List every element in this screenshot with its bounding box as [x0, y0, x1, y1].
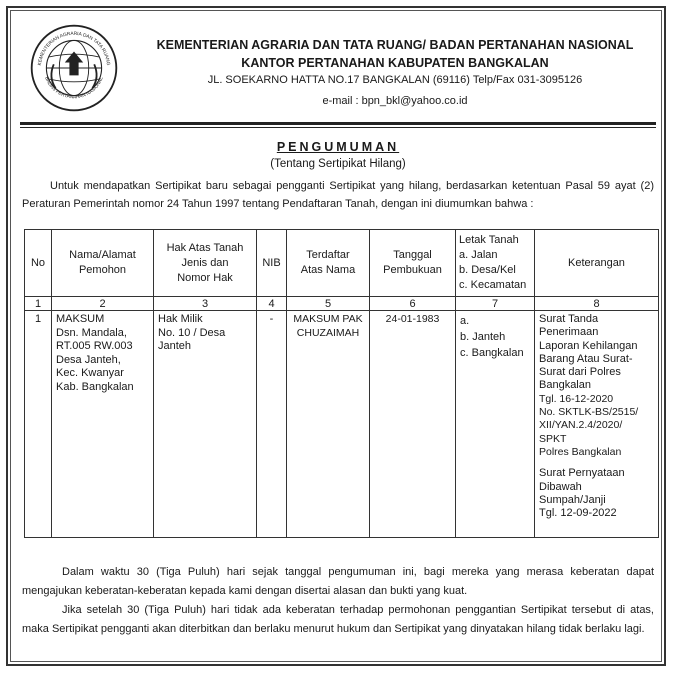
table-number-row [25, 297, 659, 311]
bpn-seal-icon [28, 22, 120, 114]
col-number: 8 [535, 297, 659, 311]
table-row [25, 311, 659, 538]
intro-text: Untuk mendapatkan Sertipikat baru sebagai pengganti Sertipikat yang hilang, berdasarkan ketentuan Pasal 59 ayat (2) Peraturan Pemerintah nomor 24 Tahun 1997 tentang Pendaftaran Tanah, dengan ini diumumkan bahwa : [22, 180, 654, 210]
col-number: 1 [25, 297, 52, 311]
col-header-hak: Hak Atas Tanah Jenis dan Nomor Hak [154, 230, 257, 297]
col-number: 7 [456, 297, 535, 311]
footer-notice [22, 563, 654, 639]
header-address: JL. SOEKARNO HATTA NO.17 BANGKALAN (69116) Telp/Fax 031-3095126 [207, 74, 583, 86]
footer-paragraph-1: Dalam waktu 30 (Tiga Puluh) hari sejak tanggal pengumuman ini, bagi mereka yang merasa keberatan dapat mengajukan keberatan-keberatan kepada kami dengan disertai alasan dan bukti yang kuat. [22, 566, 654, 597]
logo-text-bottom: BADAN PERTANAHAN NASIONAL [43, 76, 105, 101]
cell-letak: a. b. Janteh c. Bangkalan [456, 311, 535, 538]
header-rule-thick [20, 122, 656, 125]
header-rule-thin [20, 127, 656, 128]
col-header-keterangan: Keterangan [535, 230, 659, 297]
col-header-letak: Letak Tanah a. Jalan b. Desa/Kel c. Kecamatan [456, 230, 535, 297]
page-subtitle: (Tentang Sertipikat Hilang) [270, 158, 406, 170]
header-office: KANTOR PERTANAHAN KABUPATEN BANGKALAN [241, 56, 549, 70]
cell-keterangan [535, 311, 659, 538]
page-title: PENGUMUMAN [276, 140, 400, 154]
col-header-tanggal: Tanggal Pembukuan [370, 230, 456, 297]
cell-nib: - [257, 311, 287, 538]
col-header-no: No [25, 230, 52, 297]
header-email: e-mail : bpn_bkl@yahoo.co.id [322, 95, 468, 107]
col-number: 5 [287, 297, 370, 311]
col-number: 2 [52, 297, 154, 311]
col-number: 3 [154, 297, 257, 311]
intro-paragraph [22, 177, 654, 213]
logo-text-top: KEMENTERIAN AGRARIA DAN TATA RUANG [37, 31, 111, 66]
header-ministry: KEMENTERIAN AGRARIA DAN TATA RUANG/ BADAN PERTANAHAN NASIONAL [156, 38, 634, 52]
col-header-terdaftar: Terdaftar Atas Nama [287, 230, 370, 297]
cell-tanggal: 24-01-1983 [370, 311, 456, 538]
ket-police-report: Surat Tanda Penerimaan Laporan Kehilangan Barang Atau Surat- Surat dari Polres Bangkalan Tgl. 16-12-2020 No. SKTLK-BS/2515/ XII/YAN.2.4/2020/ SPKT Polres Bangkalan [539, 313, 639, 458]
col-number: 4 [257, 297, 287, 311]
cell-terdaftar: MAKSUM PAK CHUZAIMAH [287, 311, 370, 538]
col-number: 6 [370, 297, 456, 311]
col-header-nib: NIB [257, 230, 287, 297]
cell-nama: MAKSUM Dsn. Mandala, RT.005 RW.003 Desa Janteh, Kec. Kwanyar Kab. Bangkalan [52, 311, 154, 538]
cell-no: 1 [25, 311, 52, 538]
footer-paragraph-2: Jika setelah 30 (Tiga Puluh) hari tidak ada keberatan terhadap permohonan penggantian Sertipikat tersebut di atas, maka Sertipikat pengganti akan diterbitkan dan berlaku menurut hukum dan Sertipikat yang dinyatakan hilang tidak berlaku lagi. [22, 604, 654, 635]
ket-statement: Surat Pernyataan Dibawah Sumpah/Janji Tgl. 12-09-2022 [539, 467, 625, 520]
certificate-table [24, 229, 659, 538]
table-header-row [25, 230, 659, 297]
col-header-nama: Nama/Alamat Pemohon [52, 230, 154, 297]
cell-hak: Hak Milik No. 10 / Desa Janteh [154, 311, 257, 538]
